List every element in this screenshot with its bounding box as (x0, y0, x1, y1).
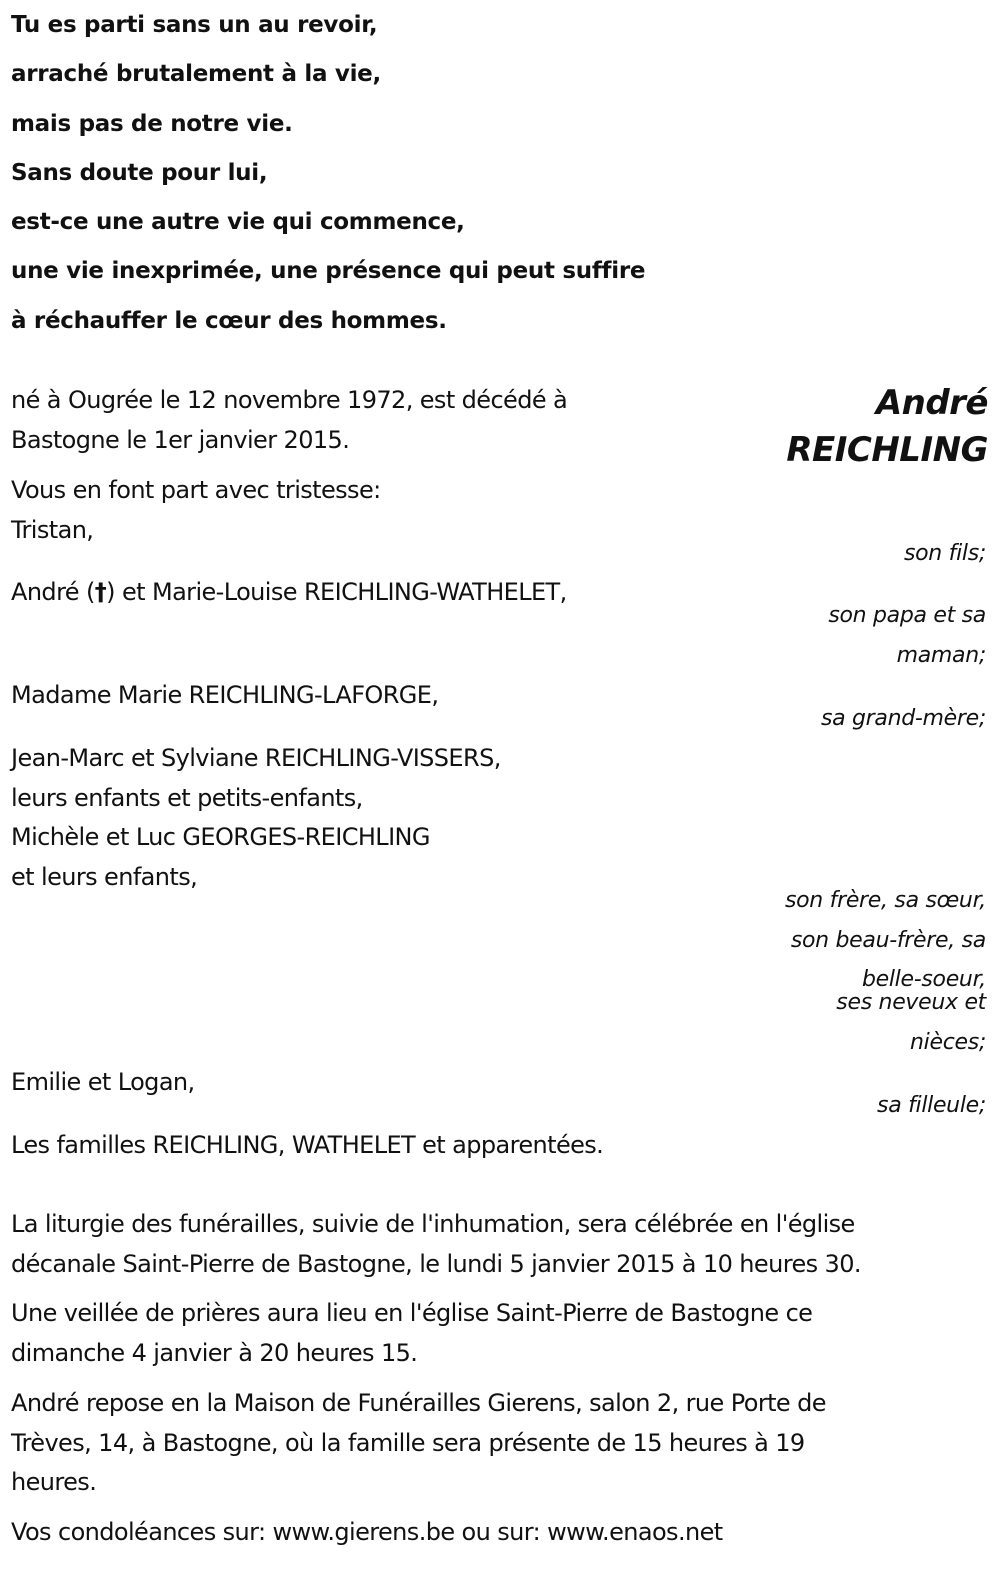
announcement-intro: Vous en font part avec tristesse: (11, 476, 381, 504)
birth-line: né à Ougrée le 12 novembre 1972, est décédé à (11, 386, 568, 414)
relation-label: son frère, sa sœur, (784, 888, 986, 913)
poem-line: est-ce une autre vie qui commence, (11, 209, 465, 235)
relation-label: son beau-frère, sa (790, 928, 986, 953)
poem-line: à réchauffer le cœur des hommes. (11, 308, 447, 334)
vigil-info: Une veillée de prières aura lieu en l'église Saint-Pierre de Bastogne ce (11, 1299, 813, 1327)
deceased-last-name: REICHLING (786, 430, 988, 470)
relation-label: nièces; (910, 1030, 986, 1055)
relation-label: son fils; (903, 541, 986, 566)
rest-info: heures. (11, 1468, 97, 1496)
relation-label: sa grand-mère; (820, 706, 986, 731)
relation-label: belle-soeur, (861, 967, 986, 992)
poem-line: arraché brutalement à la vie, (11, 61, 381, 87)
funeral-info: La liturgie des funérailles, suivie de l'inhumation, sera célébrée en l'église (11, 1210, 855, 1238)
vigil-info: dimanche 4 janvier à 20 heures 15. (11, 1339, 418, 1367)
family-member: Tristan, (11, 516, 94, 544)
family-member: Les familles REICHLING, WATHELET et apparentées. (11, 1131, 604, 1159)
poem-line: mais pas de notre vie. (11, 111, 293, 137)
cross-icon: † (94, 578, 107, 606)
family-member: et leurs enfants, (11, 863, 198, 891)
rest-info: Trèves, 14, à Bastogne, où la famille sera présente de 15 heures à 19 (11, 1429, 805, 1457)
relation-label: son papa et sa (828, 603, 986, 628)
family-member (11, 578, 567, 606)
rest-info: André repose en la Maison de Funérailles Gierens, salon 2, rue Porte de (11, 1389, 826, 1417)
relation-label: maman; (896, 643, 986, 668)
family-member: Jean-Marc et Sylviane REICHLING-VISSERS, (11, 744, 501, 772)
family-member: Michèle et Luc GEORGES-REICHLING (11, 823, 430, 851)
poem-line: Tu es parti sans un au revoir, (11, 12, 378, 38)
deceased-first-name: André (875, 383, 988, 423)
death-line: Bastogne le 1er janvier 2015. (11, 426, 350, 454)
family-member: Emilie et Logan, (11, 1068, 195, 1096)
family-member-text: André ( (11, 578, 95, 606)
poem-line: Sans doute pour lui, (11, 160, 268, 186)
family-member-text: ) et Marie-Louise REICHLING-WATHELET, (106, 578, 567, 606)
funeral-info: décanale Saint-Pierre de Bastogne, le lundi 5 janvier 2015 à 10 heures 30. (11, 1250, 861, 1278)
family-member: leurs enfants et petits-enfants, (11, 784, 363, 812)
poem-line: une vie inexprimée, une présence qui peut suffire (11, 258, 646, 284)
relation-label: sa filleule; (877, 1093, 986, 1118)
relation-label: ses neveux et (836, 990, 986, 1015)
condolences-info: Vos condoléances sur: www.gierens.be ou sur: www.enaos.net (11, 1518, 723, 1546)
family-member: Madame Marie REICHLING-LAFORGE, (11, 681, 439, 709)
